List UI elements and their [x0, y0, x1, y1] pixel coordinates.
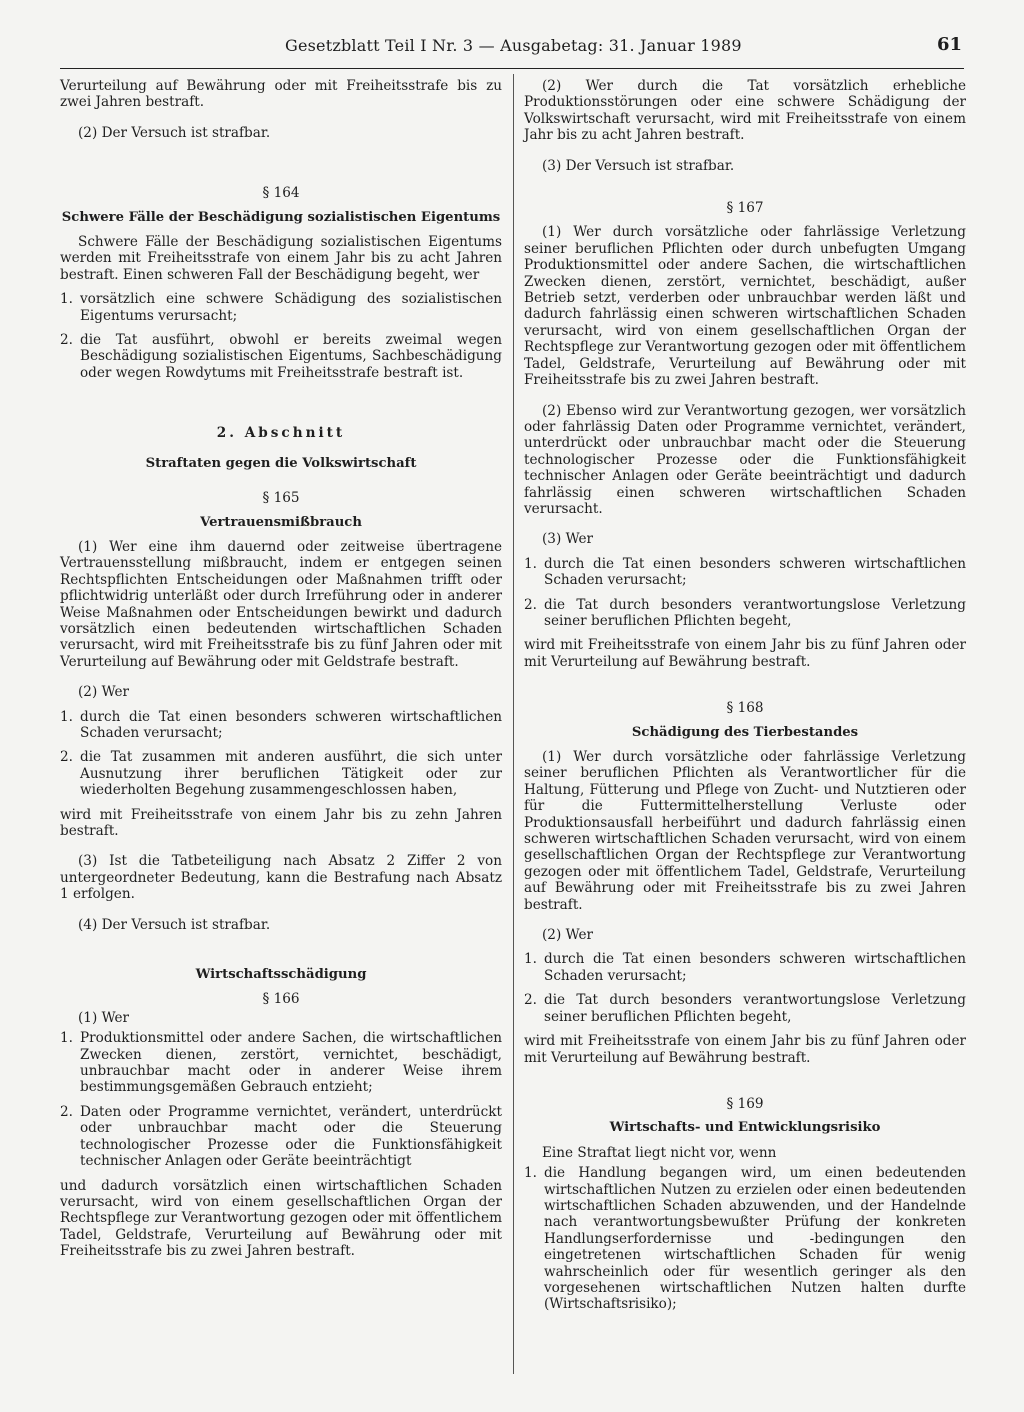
list-item: [524, 597, 966, 630]
list-item: [60, 1030, 502, 1096]
list-item: [60, 749, 502, 798]
paragraph: (2) Ebenso wird zur Verantwortung gezogen, wer vorsätzlich oder fahrlässig Daten oder Programme vernichtet, verändert, unterdrückt oder unbrauchbar macht oder die Steuerung technologischer Prozesse oder die Funktionsfähigkeit technischer Anlagen oder Geräte beeinträchtigt und dadurch fahrlässig einen schweren wirtschaftlichen Schaden verursacht.: [524, 402, 966, 517]
item-text: vorsätzlich eine schwere Schädigung des sozialistischen Eigentums verursacht;: [80, 291, 502, 324]
list-item: [524, 951, 966, 984]
list-item: [524, 992, 966, 1025]
paragraph: (3) Der Versuch ist strafbar.: [542, 157, 735, 174]
list-item: [60, 332, 502, 381]
item-text: durch die Tat einen besonders schweren wirtschaftlichen Schaden verursacht;: [544, 555, 966, 589]
paragraph: (1) Wer durch vorsätzliche oder fahrlässige Verletzung seiner beruflichen Pflichten als Verantwortlicher für die Haltung, Fütterung und Pflege von Zucht- und Nutztieren oder für die Futtermittelherstellung Verluste oder Produktionsausfall herbeiführt und dadurch fahrlässig einen schweren wirtschaftlichen Schaden verursacht, wird von einem gesellschaftlichen Organ der Rechtspflege zur Verantwortung gezogen oder mit öffentlichem Tadel, Geldstrafe, Verurteilung auf Bewährung oder mit Freiheitsstrafe bis zu zwei Jahren bestraft.: [524, 749, 966, 913]
list-item: [60, 709, 502, 742]
section-number: § 164: [262, 185, 300, 202]
section-number: § 166: [262, 991, 300, 1008]
column-divider: [513, 74, 514, 1374]
item-text: durch die Tat einen besonders schweren wirtschaftlichen Schaden verursacht;: [544, 951, 966, 984]
paragraph: wird mit Freiheitsstrafe von einem Jahr bis zu zehn Jahren bestraft.: [60, 806, 502, 839]
item-text: durch die Tat einen besonders schweren wirtschaftlichen Schaden verursacht;: [80, 708, 502, 741]
item-number: 1.: [524, 951, 537, 968]
paragraph-lead: (2) Wer: [78, 684, 129, 701]
paragraph: Schwere Fälle der Beschädigung sozialistischen Eigentums werden mit Freiheitsstrafe von einem Jahr bis zu acht Jahren bestraft. Einen schweren Fall der Beschädigung begeht, wer: [60, 234, 502, 283]
list-item: [60, 291, 502, 324]
list-item: [60, 1104, 502, 1170]
section-title: Schwere Fälle der Beschädigung sozialistischen Eigentums: [61, 209, 501, 225]
chapter-heading: 2. Abschnitt: [216, 425, 346, 442]
item-number: 1.: [524, 1165, 537, 1182]
paragraph: (3) Ist die Tatbeteiligung nach Absatz 2 Ziffer 2 von untergeordneter Bedeutung, kann die Bestrafung nach Absatz 1 erfolgen.: [60, 853, 502, 903]
item-text: die Handlung begangen wird, um einen bedeutenden wirtschaftlichen Nutzen zu erzielen oder einen bedeutenden wirtschaftlichen Schaden abzuwenden, und der Handelnde nach verantwortungsbewußter Prüfung der konkreten Handlungserfordernisse und -bedingungen den eingetretenen wirtschaftlichen Schaden für wenig wahrscheinlich oder für wesentlich geringer als den vorgesehenen wirtschaftlichen Nutzen halten durfte (Wirtschaftsrisiko);: [544, 1165, 966, 1313]
item-number: 1.: [524, 555, 537, 572]
item-number: 2.: [524, 992, 537, 1009]
section-number: § 168: [726, 700, 764, 717]
section-number: § 169: [726, 1095, 764, 1112]
item-number: 2.: [60, 1103, 73, 1120]
paragraph: (2) Der Versuch ist strafbar.: [78, 124, 271, 141]
paragraph: wird mit Freiheitsstrafe von einem Jahr bis zu fünf Jahren oder mit Verurteilung auf Bewährung bestraft.: [524, 637, 966, 670]
page-number: 61: [936, 34, 962, 55]
item-number: 2.: [60, 749, 73, 766]
paragraph: und dadurch vorsätzlich einen wirtschaftlichen Schaden verursacht, wird von einem gesellschaftlichen Organ der Rechtspflege zur Verantwortung gezogen oder mit öffentlichem Tadel, Geldstrafe, Verurteilung auf Bewährung oder mit Freiheitsstrafe bis zu zwei Jahren bestraft.: [60, 1177, 502, 1260]
left-column: [60, 78, 502, 1274]
right-column: [524, 78, 966, 1321]
paragraph: (2) Wer durch die Tat vorsätzlich erhebliche Produktionsstörungen oder eine schwere Schädigung der Volkswirtschaft verursacht, wird mit Freiheitsstrafe von einem Jahr bis zu acht Jahren bestraft.: [524, 78, 966, 144]
item-text: die Tat ausführt, obwohl er bereits zweimal wegen Beschädigung sozialistischen Eigentums, Sachbeschädigung oder wegen Rowdytums mit Freiheitsstrafe bestraft ist.: [80, 332, 502, 381]
item-text: die Tat durch besonders verantwortungslose Verletzung seiner beruflichen Pflichten begeht,: [544, 596, 966, 629]
paragraph-lead: (3) Wer: [542, 531, 593, 548]
item-number: 1.: [60, 1030, 73, 1047]
section-title: Vertrauensmißbrauch: [200, 514, 362, 530]
header-title: Gesetzblatt Teil I Nr. 3 — Ausgabetag: 31. Januar 1989: [285, 36, 742, 55]
item-number: 1.: [60, 708, 73, 725]
item-number: 1.: [60, 291, 73, 308]
paragraph: (1) Wer durch vorsätzliche oder fahrlässige Verletzung seiner beruflichen Pflichten oder durch unbefugten Umgang Produktionsmittel oder andere Sachen, die wirtschaftlichen Zwecken dienen, zerstört, vernichtet, beschädigt, außer Betrieb setzt, verderben oder unbrauchbar werden läßt und dadurch fahrlässig einen schweren wirtschaftlichen Schaden verursacht, wird von einem gesellschaftlichen Organ der Rechtspflege zur Verantwortung gezogen oder mit öffentlichem Tadel, Geldstrafe, Verurteilung auf Bewährung oder mit Freiheitsstrafe bis zu zwei Jahren bestraft.: [524, 224, 966, 389]
section-number: § 167: [726, 200, 764, 217]
item-text: die Tat durch besonders verantwortungslose Verletzung seiner beruflichen Pflichten begeht,: [544, 992, 966, 1025]
section-title: Wirtschafts- und Entwicklungsrisiko: [609, 1120, 881, 1136]
item-text: die Tat zusammen mit anderen ausführt, die sich unter Ausnutzung ihrer beruflichen Tätigkeit oder zur wiederholten Begehung zusammengeschlossen haben,: [80, 749, 502, 799]
list-item: [524, 1165, 966, 1313]
paragraph-lead: (1) Wer: [78, 1009, 129, 1026]
item-text: Daten oder Programme vernichtet, verändert, unterdrückt oder unbrauchbar macht oder die Steuerung technologischer Prozesse oder die Funktionsfähigkeit technischer Anlagen oder Geräte beeinträchtigt: [80, 1103, 502, 1170]
item-number: 2.: [60, 332, 73, 349]
paragraph-lead: Eine Straftat liegt nicht vor, wenn: [542, 1144, 777, 1161]
item-number: 2.: [524, 596, 537, 613]
paragraph: (1) Wer eine ihm dauernd oder zeitweise übertragene Vertrauensstellung mißbraucht, indem er entgegen seinen Rechtspflichten Entscheidungen oder Maßnahmen trifft oder pflichtwidrig unterläßt oder durch Irreführung oder in anderer Weise Maßnahmen oder Entscheidungen bewirkt und dadurch vorsätzlich einen bedeutenden wirtschaftlichen Schaden verursacht, wird mit Freiheitsstrafe bis zu fünf Jahren oder mit Verurteilung auf Bewährung oder mit Geldstrafe bestraft.: [60, 538, 502, 670]
item-text: Produktionsmittel oder andere Sachen, die wirtschaftlichen Zwecken dienen, zerstört, vernichtet, beschädigt, unbrauchbar macht oder in anderer Weise ihrem bestimmungsgemäßen Gebrauch entzieht;: [80, 1030, 502, 1096]
paragraph: (4) Der Versuch ist strafbar.: [78, 916, 271, 933]
list-item: [524, 556, 966, 589]
section-title: Wirtschaftsschädigung: [195, 967, 367, 983]
paragraph-lead: (2) Wer: [542, 927, 593, 944]
chapter-title: Straftaten gegen die Volkswirtschaft: [145, 455, 417, 471]
paragraph: wird mit Freiheitsstrafe von einem Jahr bis zu fünf Jahren oder mit Verurteilung auf Bewährung bestraft.: [524, 1033, 966, 1066]
paragraph: Verurteilung auf Bewährung oder mit Freiheitsstrafe bis zu zwei Jahren bestraft.: [60, 78, 502, 111]
page-header: [60, 34, 964, 69]
section-title: Schädigung des Tierbestandes: [631, 724, 859, 740]
section-number: § 165: [262, 490, 300, 507]
